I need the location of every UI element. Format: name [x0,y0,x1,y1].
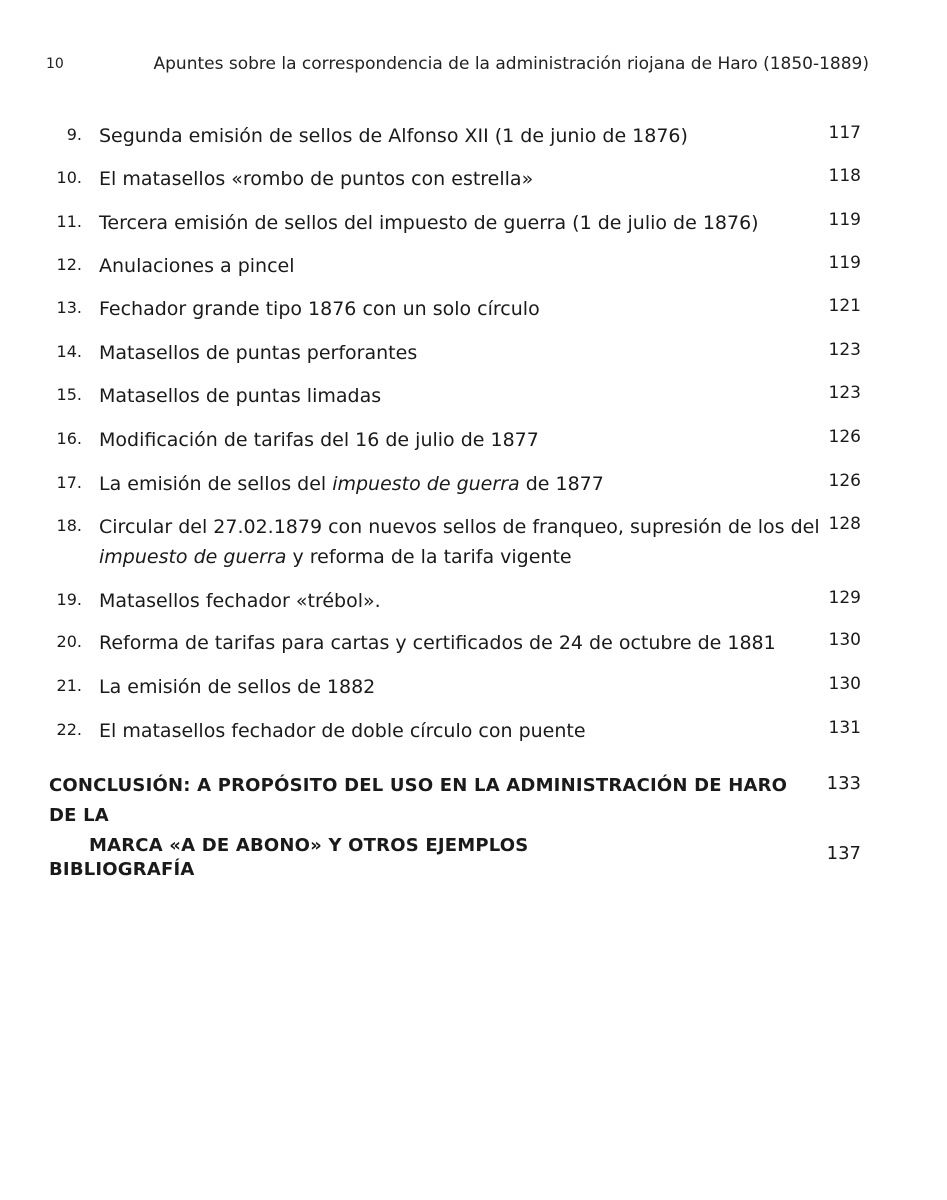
toc-entry-title [99,512,820,572]
toc-section-title [49,771,809,861]
page-header [0,54,947,78]
toc-entry-number: 16. [56,429,82,448]
toc-entry-page: 129 [828,588,861,608]
toc-entry-title: Segunda emisión de sellos de Alfonso XII (1 de junio de 1876) [99,125,688,147]
toc-entry-page: 126 [828,427,861,447]
toc-entry-page: 126 [828,471,861,491]
toc-entry-title [99,469,799,499]
section-title-line-2: MARCA «A DE ABONO» Y OTROS EJEMPLOS [89,835,529,856]
toc-entry-title: Modificación de tarifas del 16 de julio de 1877 [99,429,539,451]
toc-entry-number: 21. [56,676,82,695]
toc-entry-number: 18. [56,516,82,535]
toc-entry-title: Tercera emisión de sellos del impuesto de guerra (1 de julio de 1876) [99,212,759,234]
toc-section-title: BIBLIOGRAFÍA [49,859,195,880]
toc-section-page: 133 [826,773,861,794]
title-line-1: Circular del 27.02.1879 con nuevos sellos de franqueo, supresión de los del [99,516,820,538]
toc-entry-title: Matasellos de puntas perforantes [99,342,418,364]
toc-entry-number: 20. [56,632,82,651]
toc-entry-page: 128 [828,514,861,534]
toc-entry-title: Reforma de tarifas para cartas y certificados de 24 de octubre de 1881 [99,632,776,654]
toc-entry-number: 12. [56,255,82,274]
toc-entry-number: 14. [56,342,82,361]
title-text: y reforma de la tarifa vigente [286,546,572,568]
toc-entry-page: 130 [828,630,861,650]
toc-entry-title: Fechador grande tipo 1876 con un solo círculo [99,298,540,320]
toc-entry-number: 15. [56,385,82,404]
title-italic-text: impuesto de guerra [332,473,520,495]
toc-entry-title: El matasellos «rombo de puntos con estrella» [99,168,534,190]
toc-entry-page: 119 [828,253,861,273]
running-title: Apuntes sobre la correspondencia de la administración riojana de Haro (1850-1889) [153,54,869,74]
toc-entry-number: 22. [56,720,82,739]
toc-entry-number: 17. [56,473,82,492]
toc-entry-page: 117 [828,123,861,143]
toc-entry-title: El matasellos fechador de doble círculo con puente [99,720,586,742]
toc-entry-number: 11. [56,212,82,231]
toc-entry-number: 19. [56,590,82,609]
toc-entry-page: 118 [828,166,861,186]
toc-entry-title: La emisión de sellos de 1882 [99,676,376,698]
toc-entry-page: 121 [828,296,861,316]
toc-section-page: 137 [826,843,861,864]
title-text: de 1877 [519,473,604,495]
toc-entry-page: 123 [828,383,861,403]
toc-entry-page: 131 [828,718,861,738]
toc-entry-title: Anulaciones a pincel [99,255,295,277]
title-italic-text: impuesto de guerra [99,546,287,568]
page-number: 10 [46,56,64,72]
toc-entry-page: 123 [828,340,861,360]
toc-entry-number: 13. [56,298,82,317]
toc-entry-title: Matasellos de puntas limadas [99,385,382,407]
title-text: La emisión de sellos del [99,473,333,495]
section-title-line-1: CONCLUSIÓN: A PROPÓSITO DEL USO EN LA ADMINISTRACIÓN DE HARO DE LA [49,775,788,826]
toc-entry-page: 130 [828,674,861,694]
toc-entry-number: 9. [66,125,82,144]
toc-entry-number: 10. [56,168,82,187]
toc-entry-title: Matasellos fechador «trébol». [99,590,381,612]
toc-entry-page: 119 [828,210,861,230]
